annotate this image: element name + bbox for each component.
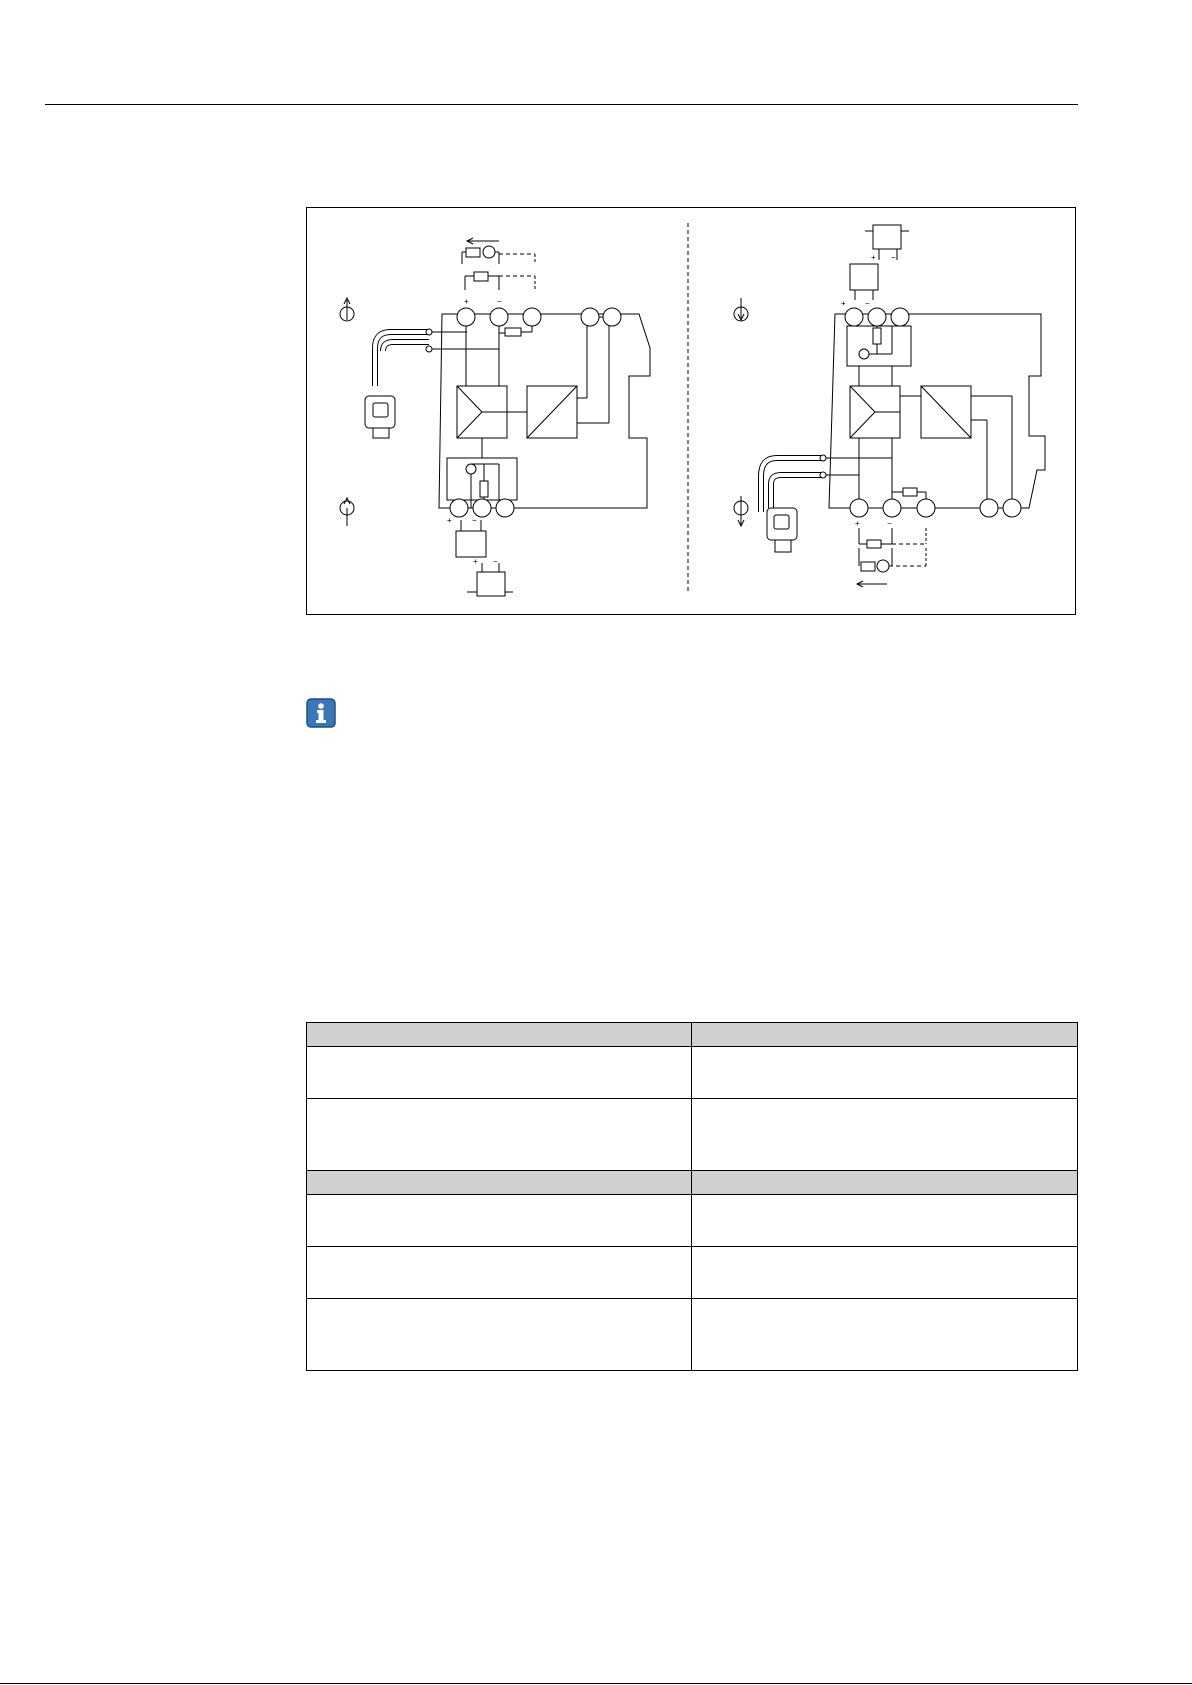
info-icon [306, 698, 336, 728]
resistor-icon [873, 328, 881, 344]
polarity-label: − [472, 516, 477, 525]
resistor-icon [903, 488, 917, 496]
mounting-screw-icon [340, 498, 354, 526]
current-source-icon [466, 464, 476, 474]
resistor-icon [474, 272, 488, 281]
resistor-icon [861, 562, 875, 571]
wiring-diagram-figure [306, 207, 1076, 615]
table-row [307, 1047, 1078, 1099]
table-header-cell [692, 1023, 1078, 1047]
table-cell [692, 1047, 1078, 1099]
mounting-screw-icon [340, 298, 354, 321]
table-header-cell [307, 1023, 692, 1047]
current-source-icon [483, 246, 495, 258]
right-panel [734, 225, 1045, 587]
table-cell [692, 1299, 1078, 1371]
table-row [307, 1099, 1078, 1171]
table-cell [307, 1195, 692, 1247]
table-cell [307, 1099, 692, 1171]
mounting-screw-icon [734, 496, 748, 526]
polarity-label: − [493, 557, 498, 566]
handheld-terminal-icon [761, 455, 826, 552]
spec-table [306, 1022, 1078, 1371]
resistor-icon [867, 540, 881, 548]
polarity-label: − [887, 519, 892, 528]
current-source-icon [859, 349, 869, 359]
polarity-label: + [855, 519, 860, 528]
polarity-label: − [865, 299, 870, 308]
resistor-icon [466, 248, 480, 257]
polarity-label: − [497, 297, 502, 306]
polarity-label: + [473, 557, 478, 566]
polarity-label: + [871, 253, 876, 262]
footer-rule [0, 1683, 1192, 1684]
polarity-label: + [841, 299, 846, 308]
table-cell [692, 1247, 1078, 1299]
polarity-label: + [464, 297, 469, 306]
table-cell [307, 1047, 692, 1099]
table-row [307, 1299, 1078, 1371]
handheld-terminal-icon [365, 329, 432, 438]
resistor-icon [505, 328, 521, 336]
header-rule [45, 104, 1078, 105]
table-cell [692, 1195, 1078, 1247]
left-panel [340, 238, 650, 596]
table-section-header [307, 1171, 1078, 1195]
table-row [307, 1195, 1078, 1247]
table-header-cell [307, 1171, 692, 1195]
polarity-label: + [447, 516, 452, 525]
table-cell [692, 1099, 1078, 1171]
table-cell [307, 1299, 692, 1371]
table-cell [307, 1247, 692, 1299]
table-row [307, 1247, 1078, 1299]
table-header-cell [692, 1171, 1078, 1195]
mounting-screw-icon [734, 298, 748, 321]
table-section-header [307, 1023, 1078, 1047]
polarity-label: − [891, 253, 896, 262]
current-source-icon [877, 560, 889, 572]
resistor-icon [480, 481, 488, 497]
